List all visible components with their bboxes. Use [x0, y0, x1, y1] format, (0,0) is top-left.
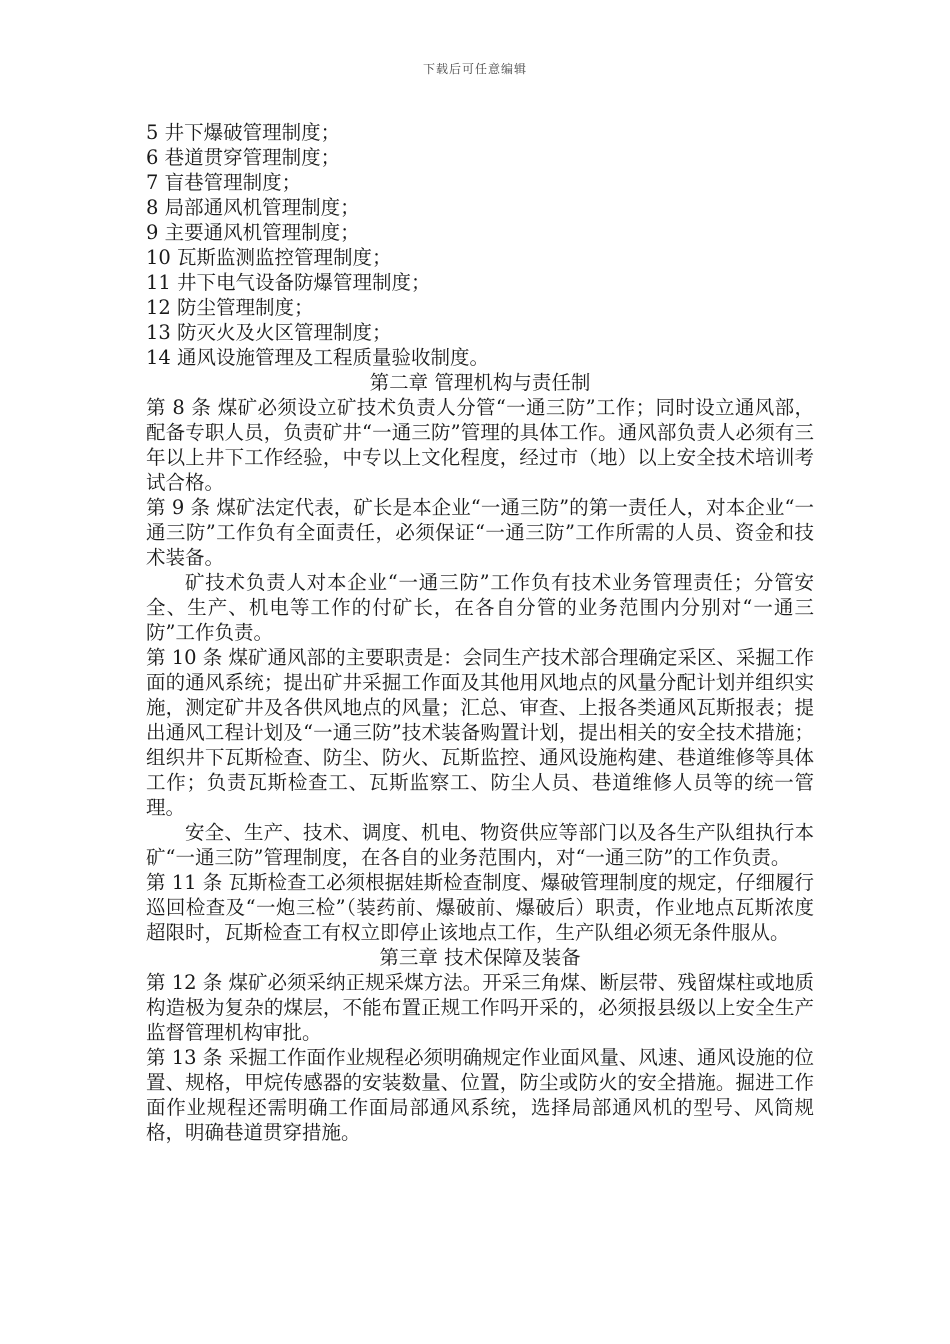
- article-10: 第 10 条 煤矿通风部的主要职责是：会同生产技术部合理确定采区、采掘工作面的通风系统；提出矿井采掘工作面及其他用风地点的风量分配计划并组织实施，测定矿井及各供风地点的风量；汇总、审查、上报各类通风瓦斯报表；提出通风工程计划及“一通三防”技术装备购置计划，提出相关的安全技术措施；组织井下瓦斯检查、防尘、防火、瓦斯监控、通风设施构建、巷道维修等具体工作；负责瓦斯检查工、瓦斯监察工、防尘人员、巷道维修人员等的统一管理。: [146, 646, 814, 819]
- chapter-2-title: 第二章 管理机构与责任制: [369, 371, 591, 394]
- list-item: 13 防灭火及火区管理制度；: [146, 321, 392, 344]
- chapter-3-title: 第三章 技术保障及装备: [379, 946, 581, 969]
- article-9: 第 9 条 煤矿法定代表，矿长是本企业“一通三防”的第一责任人，对本企业“一通三防”工作负有全面责任，必须保证“一通三防”工作所需的人员、资金和技术装备。: [146, 496, 814, 569]
- list-item: 6 巷道贯穿管理制度；: [146, 146, 341, 169]
- list-item: 10 瓦斯监测监控管理制度；: [146, 246, 392, 269]
- list-item: 9 主要通风机管理制度；: [146, 221, 360, 244]
- article-10-paragraph-2: 安全、生产、技术、调度、机电、物资供应等部门以及各生产队组执行本矿“一通三防”管理制度，在各自的业务范围内，对“一通三防”的工作负责。: [146, 821, 814, 869]
- article-9-paragraph-2: 矿技术负责人对本企业“一通三防”工作负有技术业务管理责任；分管安全、生产、机电等工作的付矿长，在各自分管的业务范围内分别对“一通三防”工作负责。: [146, 571, 814, 644]
- list-item: 5 井下爆破管理制度；: [146, 121, 341, 144]
- article-12: 第 12 条 煤矿必须采纳正规采煤方法。开采三角煤、断层带、残留煤柱或地质构造极为复杂的煤层，不能布置正规工作吗开采的，必须报县级以上安全生产监督管理机构审批。: [146, 971, 814, 1044]
- list-item: 11 井下电气设备防爆管理制度；: [146, 271, 431, 294]
- article-13: 第 13 条 采掘工作面作业规程必须明确规定作业面风量、风速、通风设施的位置、规格，甲烷传感器的安装数量、位置，防尘或防火的安全措施。掘进工作面作业规程还需明确工作面局部通风系统，选择局部通风机的型号、风筒规格，明确巷道贯穿措施。: [146, 1046, 814, 1144]
- article-11: 第 11 条 瓦斯检查工必须根据娃斯检查制度、爆破管理制度的规定，仔细履行巡回检查及“一炮三检”（装药前、爆破前、爆破后）职责，作业地点瓦斯浓度超限时，瓦斯检查工有权立即停止该地点工作，生产队组必须无条件服从。: [146, 871, 814, 944]
- list-item: 8 局部通风机管理制度；: [146, 196, 360, 219]
- list-item: 12 防尘管理制度；: [146, 296, 314, 319]
- list-item: 7 盲巷管理制度；: [146, 171, 302, 194]
- document-body: [146, 120, 814, 1145]
- article-8: 第 8 条 煤矿必须设立矿技术负责人分管“一通三防”工作；同时设立通风部，配备专职人员，负责矿井“一通三防”管理的具体工作。通风部负责人必须有三年以上井下工作经验，中专以上文化程度，经过市（地）以上安全技术培训考试合格。: [146, 396, 814, 494]
- list-item: 14 通风设施管理及工程质量验收制度。: [146, 346, 490, 369]
- page-header-note: 下载后可任意编辑: [422, 62, 527, 76]
